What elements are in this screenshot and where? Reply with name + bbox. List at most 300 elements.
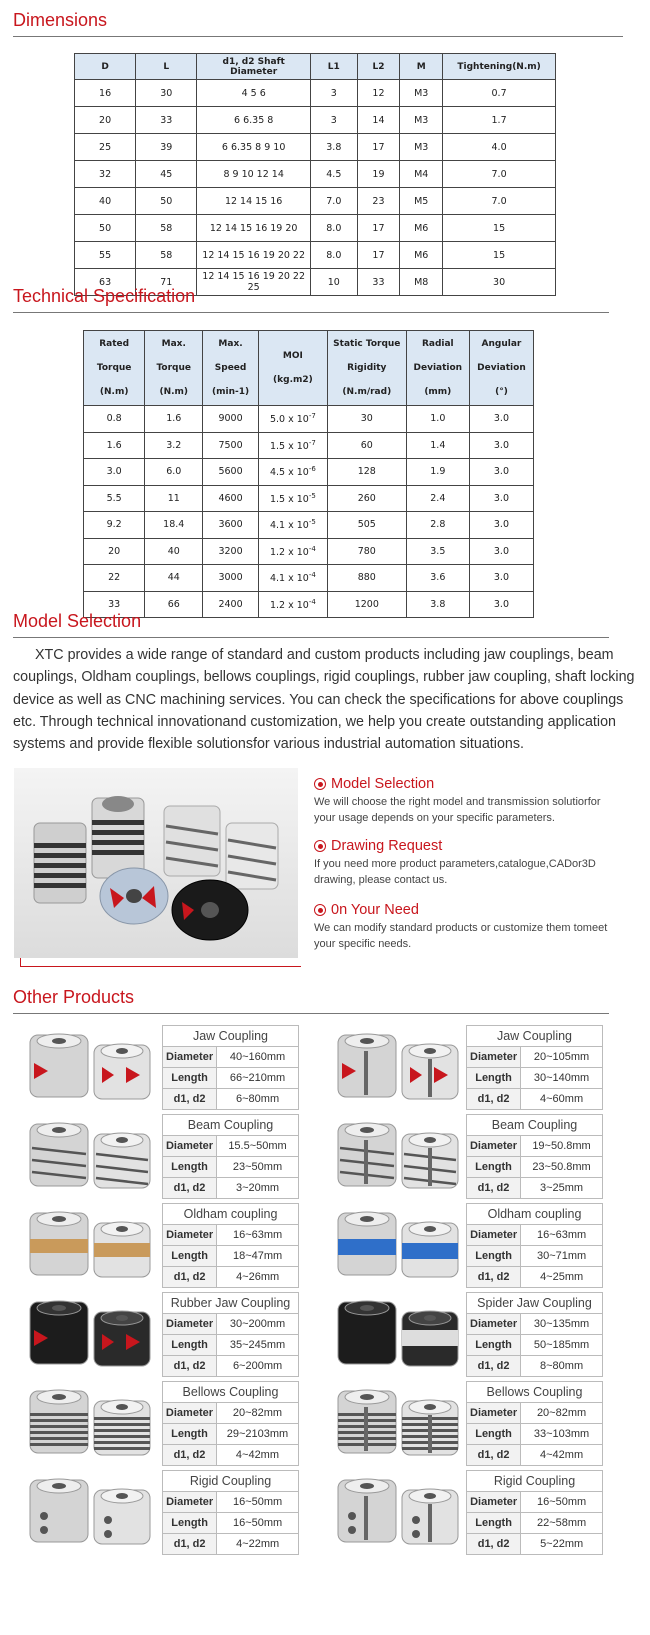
technical-cell: 3.2: [145, 432, 203, 459]
product-spec-key: Diameter: [163, 1047, 217, 1068]
moi-base: 1.2 x 10: [269, 546, 309, 558]
product-spec-value: 20~105mm: [521, 1047, 603, 1068]
technical-header-line: (kg.m2): [273, 375, 313, 385]
dimensions-cell: 16: [75, 80, 136, 107]
technical-cell: 20: [84, 538, 145, 565]
product-spec-row: [467, 1513, 603, 1534]
technical-header-line: Radial: [421, 339, 454, 349]
product-spec-key: d1, d2: [163, 1089, 217, 1110]
product-name: Jaw Coupling: [467, 1026, 603, 1047]
technical-row: [84, 565, 534, 592]
moi-exponent: -7: [308, 412, 316, 421]
dimensions-cell: 3: [311, 80, 358, 107]
technical-header-cell: [84, 331, 145, 406]
product-spec-key: Length: [163, 1335, 217, 1356]
product-spec-value: 3~25mm: [521, 1178, 603, 1199]
technical-row: [84, 485, 534, 512]
product-name: Bellows Coupling: [467, 1382, 603, 1403]
technical-header-line: (°): [495, 387, 508, 397]
dimensions-cell: M8: [400, 269, 443, 296]
technical-row: [84, 591, 534, 618]
technical-cell: 3.0: [84, 459, 145, 486]
product-spec-table: [466, 1203, 603, 1288]
product-spec-key: Diameter: [467, 1314, 521, 1335]
product-spec-key: d1, d2: [163, 1534, 217, 1555]
product-spec-table: [162, 1025, 299, 1110]
technical-header-line: MOI: [282, 351, 303, 361]
dimensions-cell: 39: [136, 134, 197, 161]
technical-cell: 3200: [203, 538, 259, 565]
technical-cell: 1.6: [84, 432, 145, 459]
product-spec-value: 16~50mm: [217, 1492, 299, 1513]
product-name: Rigid Coupling: [163, 1471, 299, 1492]
dimensions-header-cell: D: [75, 54, 136, 80]
product-spec-value: 4~42mm: [521, 1445, 603, 1466]
dimensions-cell: 12 14 15 16 19 20: [197, 215, 311, 242]
technical-cell: 4600: [203, 485, 259, 512]
product-spec-key: Diameter: [467, 1492, 521, 1513]
product-spec-row: [163, 1267, 299, 1288]
technical-cell: 3.8: [406, 591, 469, 618]
technical-cell: 7500: [203, 432, 259, 459]
product-spec-key: Diameter: [163, 1403, 217, 1424]
dimensions-cell: 4 5 6: [197, 80, 311, 107]
product-spec-row: [163, 1314, 299, 1335]
dimensions-cell: 12 14 15 16 19 20 22 25: [197, 269, 311, 296]
technical-cell: 3.0: [469, 512, 533, 539]
dimensions-cell: 17: [357, 242, 400, 269]
moi-exponent: -4: [308, 544, 316, 553]
product-spec-value: 6~200mm: [217, 1356, 299, 1377]
product-spec-value: 18~47mm: [217, 1246, 299, 1267]
moi-base: 1.5 x 10: [269, 493, 309, 505]
technical-moi-cell: [258, 512, 327, 539]
technical-title: Technical Specification: [13, 286, 196, 306]
product-name: Spider Jaw Coupling: [467, 1293, 603, 1314]
model-selection-rule: [13, 637, 609, 638]
moi-exponent: -5: [308, 491, 316, 500]
moi-base: 4.5 x 10: [269, 467, 309, 479]
product-spec-key: Diameter: [467, 1136, 521, 1157]
dimensions-cell: 63: [75, 269, 136, 296]
moi-exponent: -5: [308, 518, 316, 527]
product-spec-key: d1, d2: [467, 1089, 521, 1110]
dimensions-cell: 7.0: [443, 188, 556, 215]
technical-header-line: (mm): [424, 387, 452, 397]
product-spec-row: [467, 1089, 603, 1110]
technical-row: [84, 459, 534, 486]
product-name: Jaw Coupling: [163, 1026, 299, 1047]
product-spec-row: [467, 1335, 603, 1356]
technical-cell: 9.2: [84, 512, 145, 539]
dimensions-row: [75, 188, 556, 215]
technical-cell: 780: [327, 538, 406, 565]
product-spec-key: Length: [163, 1513, 217, 1534]
product-spec-table: [162, 1470, 299, 1555]
dimensions-row: [75, 107, 556, 134]
technical-cell: 3.6: [406, 565, 469, 592]
product-spec-value: 20~82mm: [216, 1403, 298, 1424]
product-image: [330, 1472, 470, 1550]
dimensions-cell: 23: [357, 188, 400, 215]
product-image: [330, 1205, 470, 1283]
dimensions-cell: 6 6.35 8 9 10: [197, 134, 311, 161]
product-spec-table: [162, 1203, 299, 1288]
product-spec-row: [467, 1534, 603, 1555]
product-spec-key: Diameter: [467, 1225, 521, 1246]
product-spec-key: Length: [163, 1424, 217, 1445]
bullet-desc: We will choose the right model and transmission solutiorfor your usage depends on your specific parameters.: [314, 796, 601, 824]
dimensions-header-cell: L2: [357, 54, 400, 80]
product-image: [22, 1116, 162, 1194]
product-spec-row: [467, 1246, 603, 1267]
product-spec-row: [163, 1513, 299, 1534]
product-name: Rubber Jaw Coupling: [163, 1293, 299, 1314]
product-spec-row: [467, 1267, 603, 1288]
couplings-photo: [14, 768, 298, 958]
product-spec-row: [163, 1157, 299, 1178]
other-products-rule: [13, 1013, 609, 1014]
product-image: [330, 1027, 470, 1105]
product-spec-key: Length: [163, 1157, 217, 1178]
technical-cell: 1.0: [406, 406, 469, 433]
technical-cell: 2.4: [406, 485, 469, 512]
product-spec-table: [466, 1114, 603, 1199]
dimensions-cell: 12 14 15 16: [197, 188, 311, 215]
technical-moi-cell: [258, 485, 327, 512]
technical-cell: 1.9: [406, 459, 469, 486]
dimensions-cell: 19: [357, 161, 400, 188]
bullet-on-your-need: [314, 902, 614, 952]
technical-header-line: Deviation: [413, 363, 463, 373]
technical-cell: 3.0: [469, 406, 533, 433]
product-spec-row: [163, 1136, 299, 1157]
technical-cell: 5.5: [84, 485, 145, 512]
dimensions-title: Dimensions: [13, 10, 108, 30]
technical-cell: 3.0: [469, 565, 533, 592]
moi-exponent: -4: [308, 571, 316, 580]
dimensions-cell: M3: [400, 134, 443, 161]
product-spec-row: [467, 1047, 603, 1068]
dimensions-header-cell: d1, d2 Shaft Diameter: [197, 54, 311, 80]
product-spec-row: [467, 1356, 603, 1377]
product-spec-value: 40~160mm: [217, 1047, 299, 1068]
dimensions-cell: 14: [357, 107, 400, 134]
product-spec-row: [467, 1225, 603, 1246]
radio-bullet-icon: [314, 904, 326, 916]
technical-row: [84, 512, 534, 539]
product-spec-key: d1, d2: [467, 1534, 521, 1555]
technical-cell: 3.5: [406, 538, 469, 565]
dimensions-cell: 25: [75, 134, 136, 161]
product-spec-key: d1, d2: [467, 1267, 521, 1288]
product-spec-value: 22~58mm: [521, 1513, 603, 1534]
product-spec-key: Length: [467, 1335, 521, 1356]
product-spec-value: 30~140mm: [521, 1068, 603, 1089]
dimensions-cell: 3: [311, 107, 358, 134]
product-spec-row: [163, 1089, 299, 1110]
technical-moi-cell: [258, 565, 327, 592]
technical-cell: 1.4: [406, 432, 469, 459]
product-spec-key: d1, d2: [163, 1267, 217, 1288]
dimensions-header-cell: L: [136, 54, 197, 80]
product-spec-value: 16~50mm: [521, 1492, 603, 1513]
dimensions-cell: 32: [75, 161, 136, 188]
radio-bullet-icon: [314, 778, 326, 790]
technical-cell: 30: [327, 406, 406, 433]
product-spec-row: [163, 1068, 299, 1089]
product-spec-row: [467, 1157, 603, 1178]
dimensions-cell: 20: [75, 107, 136, 134]
technical-header-line: Rigidity: [347, 363, 387, 373]
dimensions-cell: 58: [136, 242, 197, 269]
technical-cell: 2400: [203, 591, 259, 618]
product-spec-key: Length: [467, 1157, 521, 1178]
product-spec-key: d1, d2: [163, 1356, 217, 1377]
product-image: [22, 1472, 162, 1550]
technical-header-line: (N.m): [99, 387, 129, 397]
product-spec-key: Diameter: [163, 1492, 217, 1513]
product-spec-value: 30~200mm: [217, 1314, 299, 1335]
dimensions-cell: 45: [136, 161, 197, 188]
technical-header-cell: [203, 331, 259, 406]
product-spec-value: 50~185mm: [521, 1335, 603, 1356]
dimensions-rule: [13, 36, 623, 37]
technical-cell: 1.6: [145, 406, 203, 433]
product-spec-row: [467, 1068, 603, 1089]
product-spec-key: Diameter: [163, 1314, 217, 1335]
model-selection-paragraph: XTC provides a wide range of standard and custom products including jaw couplings, beam couplings, Oldham couplings, bellows couplings, rigid couplings, rubber jaw coupling, shaft locking device as well as CNC machining services. You can check the specifications for above couplings etc. Through technical innovationand customization, we help you create outstanding application systems and provide flexible solutionsfor various industrial automation situations.: [13, 647, 635, 753]
technical-moi-cell: [258, 406, 327, 433]
product-image: [22, 1294, 162, 1372]
dimensions-table: [74, 53, 556, 296]
dimensions-cell: 12: [357, 80, 400, 107]
dimensions-cell: 1.7: [443, 107, 556, 134]
dimensions-cell: 17: [357, 215, 400, 242]
technical-cell: 66: [145, 591, 203, 618]
product-spec-value: 4~42mm: [216, 1445, 298, 1466]
dimensions-cell: 17: [357, 134, 400, 161]
product-spec-table: [466, 1381, 603, 1466]
dimensions-cell: 10: [311, 269, 358, 296]
product-spec-value: 35~245mm: [217, 1335, 299, 1356]
dimensions-cell: M5: [400, 188, 443, 215]
product-spec-key: Length: [163, 1246, 217, 1267]
dimensions-header-cell: M: [400, 54, 443, 80]
technical-cell: 3000: [203, 565, 259, 592]
product-spec-row: [467, 1403, 603, 1424]
technical-cell: 3.0: [469, 459, 533, 486]
dimensions-cell: 55: [75, 242, 136, 269]
dimensions-cell: 0.7: [443, 80, 556, 107]
product-spec-key: Length: [163, 1068, 217, 1089]
product-spec-row: [163, 1225, 299, 1246]
moi-exponent: -6: [308, 465, 316, 474]
product-spec-value: 66~210mm: [217, 1068, 299, 1089]
dimensions-cell: 12 14 15 16 19 20 22: [197, 242, 311, 269]
product-spec-row: [163, 1047, 299, 1068]
dimensions-cell: 8.0: [311, 215, 358, 242]
product-spec-table: [162, 1381, 299, 1466]
technical-header-line: Max.: [218, 339, 243, 349]
dimensions-cell: 30: [136, 80, 197, 107]
product-name: Oldham coupling: [163, 1204, 299, 1225]
product-spec-row: [467, 1314, 603, 1335]
dimensions-cell: 58: [136, 215, 197, 242]
dimensions-cell: 15: [443, 215, 556, 242]
product-spec-row: [163, 1178, 299, 1199]
product-spec-table: [162, 1292, 299, 1377]
product-spec-table: [466, 1470, 603, 1555]
product-spec-key: Diameter: [467, 1403, 521, 1424]
technical-rule: [13, 312, 609, 313]
product-spec-value: 4~60mm: [521, 1089, 603, 1110]
product-spec-value: 4~22mm: [217, 1534, 299, 1555]
technical-cell: 9000: [203, 406, 259, 433]
technical-cell: 18.4: [145, 512, 203, 539]
technical-row: [84, 406, 534, 433]
moi-base: 1.5 x 10: [269, 440, 309, 452]
technical-cell: 1200: [327, 591, 406, 618]
product-spec-value: 3~20mm: [217, 1178, 299, 1199]
dimensions-cell: M6: [400, 215, 443, 242]
product-spec-row: [467, 1136, 603, 1157]
product-spec-row: [467, 1492, 603, 1513]
product-image: [330, 1294, 470, 1372]
bullet-drawing-request: [314, 838, 614, 888]
dimensions-row: [75, 134, 556, 161]
product-spec-value: 33~103mm: [521, 1424, 603, 1445]
moi-exponent: -7: [308, 438, 316, 447]
technical-cell: 505: [327, 512, 406, 539]
moi-exponent: -4: [308, 597, 316, 606]
bullet-desc: We can modify standard products or customize them tomeet your specific needs.: [314, 922, 608, 950]
dimensions-cell: 7.0: [443, 161, 556, 188]
product-spec-table: [466, 1025, 603, 1110]
technical-cell: 60: [327, 432, 406, 459]
dimensions-cell: 4.5: [311, 161, 358, 188]
technical-cell: 3600: [203, 512, 259, 539]
dimensions-cell: 4.0: [443, 134, 556, 161]
dimensions-cell: 7.0: [311, 188, 358, 215]
product-name: Bellows Coupling: [163, 1382, 299, 1403]
technical-cell: 22: [84, 565, 145, 592]
technical-cell: 3.0: [469, 538, 533, 565]
model-selection-title: Model Selection: [13, 611, 142, 631]
technical-cell: 0.8: [84, 406, 145, 433]
product-spec-value: 16~63mm: [521, 1225, 603, 1246]
product-name: Rigid Coupling: [467, 1471, 603, 1492]
technical-cell: 11: [145, 485, 203, 512]
technical-header-line: Angular: [481, 339, 522, 349]
moi-base: 4.1 x 10: [269, 573, 309, 585]
product-spec-row: [467, 1424, 603, 1445]
dimensions-cell: 40: [75, 188, 136, 215]
product-spec-key: Length: [467, 1068, 521, 1089]
technical-moi-cell: [258, 459, 327, 486]
dimensions-cell: 3.8: [311, 134, 358, 161]
technical-header-line: (N.m): [159, 387, 189, 397]
product-image: [22, 1027, 162, 1105]
product-spec-row: [163, 1424, 299, 1445]
dimensions-header-cell: L1: [311, 54, 358, 80]
product-spec-value: 23~50.8mm: [521, 1157, 603, 1178]
technical-moi-cell: [258, 432, 327, 459]
product-spec-row: [163, 1492, 299, 1513]
dimensions-cell: M4: [400, 161, 443, 188]
technical-cell: 2.8: [406, 512, 469, 539]
product-spec-key: Diameter: [163, 1225, 217, 1246]
product-spec-value: 4~26mm: [217, 1267, 299, 1288]
product-spec-key: Length: [467, 1424, 521, 1445]
product-spec-row: [467, 1445, 603, 1466]
moi-base: 5.0 x 10: [269, 414, 309, 426]
product-spec-key: d1, d2: [163, 1178, 217, 1199]
product-spec-row: [163, 1246, 299, 1267]
technical-header-line: Max.: [161, 339, 186, 349]
technical-cell: 44: [145, 565, 203, 592]
technical-moi-cell: [258, 538, 327, 565]
other-products-title: Other Products: [13, 987, 135, 1007]
product-spec-value: 29~2103mm: [216, 1424, 298, 1445]
dimensions-cell: M3: [400, 80, 443, 107]
product-spec-key: d1, d2: [467, 1356, 521, 1377]
technical-header-line: Torque: [156, 363, 192, 373]
product-image: [330, 1383, 470, 1461]
dimensions-cell: 8 9 10 12 14: [197, 161, 311, 188]
product-spec-row: [163, 1335, 299, 1356]
product-spec-row: [163, 1403, 299, 1424]
product-spec-value: 19~50.8mm: [521, 1136, 603, 1157]
technical-cell: 3.0: [469, 485, 533, 512]
technical-cell: 5600: [203, 459, 259, 486]
product-spec-value: 15.5~50mm: [217, 1136, 299, 1157]
dimensions-cell: 33: [357, 269, 400, 296]
product-spec-value: 23~50mm: [217, 1157, 299, 1178]
technical-header-cell: [469, 331, 533, 406]
product-spec-row: [163, 1445, 299, 1466]
dimensions-cell: M6: [400, 242, 443, 269]
technical-row: [84, 432, 534, 459]
technical-table: [83, 330, 534, 618]
technical-header-line: (N.m/rad): [342, 387, 392, 397]
product-spec-value: 6~80mm: [217, 1089, 299, 1110]
technical-moi-cell: [258, 591, 327, 618]
dimensions-row: [75, 215, 556, 242]
product-spec-value: 4~25mm: [521, 1267, 603, 1288]
dimensions-cell: 6 6.35 8: [197, 107, 311, 134]
product-spec-key: d1, d2: [163, 1445, 217, 1466]
product-spec-value: 8~80mm: [521, 1356, 603, 1377]
technical-header-line: Rated: [99, 339, 130, 349]
product-spec-key: Length: [467, 1513, 521, 1534]
moi-base: 1.2 x 10: [269, 599, 309, 611]
dimensions-cell: 30: [443, 269, 556, 296]
technical-header-cell: [406, 331, 469, 406]
technical-cell: 6.0: [145, 459, 203, 486]
technical-header-cell: [145, 331, 203, 406]
dimensions-cell: 50: [136, 188, 197, 215]
technical-cell: 33: [84, 591, 145, 618]
product-spec-key: d1, d2: [467, 1445, 521, 1466]
bullet-model-selection: [314, 776, 614, 826]
product-spec-row: [467, 1178, 603, 1199]
technical-header-cell: [327, 331, 406, 406]
technical-header-line: Speed: [214, 363, 247, 373]
product-spec-value: 16~50mm: [217, 1513, 299, 1534]
product-spec-table: [162, 1114, 299, 1199]
product-spec-value: 5~22mm: [521, 1534, 603, 1555]
